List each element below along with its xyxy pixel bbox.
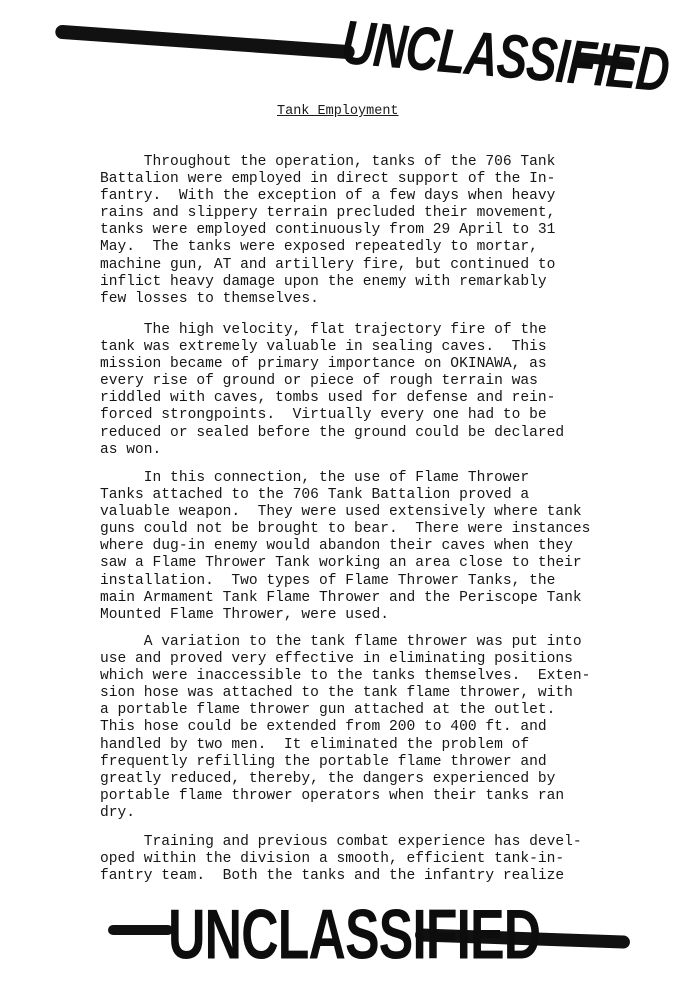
unclassified-stamp-bottom: UNCLASSIFIED (168, 896, 541, 975)
redaction-bar (108, 925, 173, 935)
paragraph: Throughout the operation, tanks of the 706 Tank Battalion were employed in direct support of the In- fantry. With the exception of a few days when heavy rains and slippery terrain precluded their movement, tanks were employed continuously from 29 April to 31 May. The tanks were exposed repeatedly to mortar, machine gun, AT and artillery fire, but continued to inflict heavy damage upon the enemy with remarkably few losses to themselves. (100, 154, 556, 307)
redaction-bar (55, 25, 355, 60)
paragraph: The high velocity, flat trajectory fire of the tank was extremely valuable in sealing caves. This mission became of primary importance on OKINAWA, as every rise of ground or piece of rough terrain was riddled with caves, tombs used for defense and rein- forced strongpoints. Virtually every one had to be reduced or sealed before the ground could be declared as won. (100, 322, 565, 458)
page-title: Tank Employment (277, 104, 399, 119)
paragraph: In this connection, the use of Flame Thrower Tanks attached to the 706 Tank Battalion proved a valuable weapon. They were used extensively where tank guns could not be brought to bear. There were instances where dug-in enemy would abandon their caves when they saw a Flame Thrower Tank working an area close to their installation. Two types of Flame Thrower Tanks, the main Armament Tank Flame Thrower and the Periscope Tank Mounted Flame Thrower, were used. (100, 470, 591, 623)
paragraph: Training and previous combat experience has devel- oped within the division a smooth, efficient tank-in- fantry team. Both the tanks and the infantry realize (100, 834, 582, 885)
unclassified-stamp-top: UNCLASSIFIED (338, 6, 672, 105)
paragraph: A variation to the tank flame thrower was put into use and proved very effective in eliminating positions which were inaccessible to the tanks themselves. Exten- sion hose was attached to the tank flame thrower, with a portable flame thrower gun attached at the outlet. This hose could be extended from 200 to 400 ft. and handled by two men. It eliminated the problem of frequently refilling the portable flame thrower and greatly reduced, thereby, the dangers experienced by portable flame thrower operators when their tanks ran dry. (100, 634, 591, 821)
